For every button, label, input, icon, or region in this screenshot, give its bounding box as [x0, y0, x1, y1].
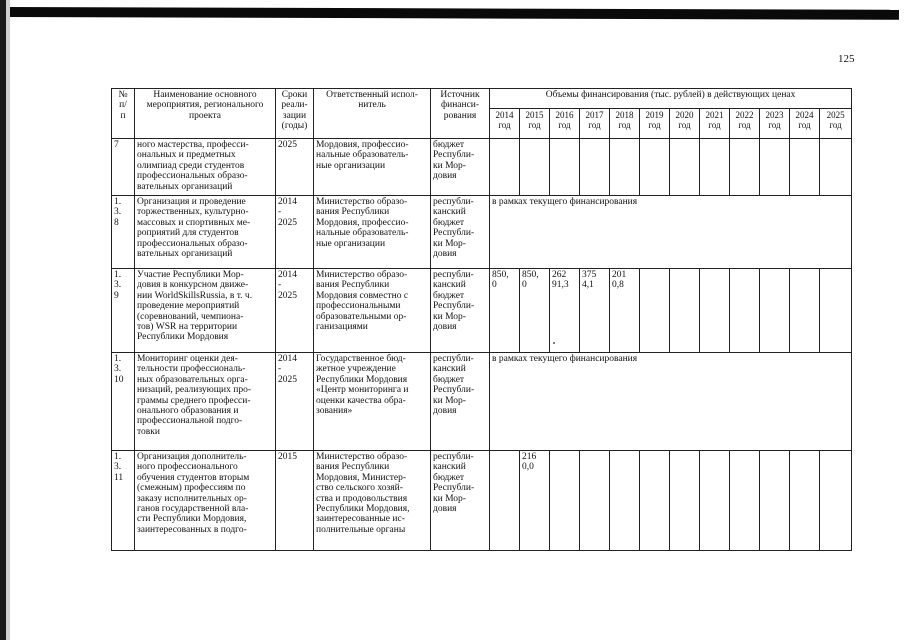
value-cell [700, 269, 730, 353]
row-name: Организация и проведение торжественных, культурно- массовых и спортивных ме- роприятий для студентов профессиональных образо- вательных организаций [135, 196, 276, 269]
header-num: № п/ п [112, 89, 135, 139]
row-num: 1. 3. 10 [112, 353, 135, 451]
value-cell [580, 451, 610, 551]
table-row [112, 196, 852, 269]
value-cell [640, 139, 670, 196]
table-row [112, 139, 852, 196]
scan-speck [553, 342, 555, 344]
value-cell: 262 91,3 [550, 269, 580, 353]
row-source: республи- канский бюджет Республи- ки Мор- довия [431, 451, 490, 551]
value-cell [760, 139, 790, 196]
header-year: 2021 год [700, 109, 730, 139]
value-cell: 850, 0 [520, 269, 550, 353]
row-num: 1. 3. 9 [112, 269, 135, 353]
value-cell [610, 451, 640, 551]
row-terms: 2025 [276, 139, 314, 196]
header-funding: Объемы финансирования (тыс. рублей) в действующих ценах [490, 89, 852, 109]
value-cell [490, 451, 520, 551]
value-cell [670, 139, 700, 196]
row-terms: 2014 - 2025 [276, 269, 314, 353]
value-cell [820, 451, 852, 551]
value-cell [550, 139, 580, 196]
value-cell [790, 139, 820, 196]
value-cell [580, 139, 610, 196]
header-year: 2016 год [550, 109, 580, 139]
value-cell: 216 0,0 [520, 451, 550, 551]
row-terms: 2014 - 2025 [276, 353, 314, 451]
page-number: 125 [838, 53, 855, 65]
funding-note: в рамках текущего финансирования [490, 196, 852, 269]
row-name: ного мастерства, професси- ональных и предметных олимпиад среди студентов профессиональных образо- вательных организаций [135, 139, 276, 196]
funding-note: в рамках текущего финансирования [490, 353, 852, 451]
value-cell [730, 139, 760, 196]
header-year: 2019 год [640, 109, 670, 139]
value-cell: 375 4,1 [580, 269, 610, 353]
header-year: 2023 год [760, 109, 790, 139]
row-executor: Министерство образо- вания Республики Мордовия, Министер- ство сельского хозяй- ства и продовольствия Республики Мордовия, заинтересованные ис- полнительные органы [314, 451, 431, 551]
row-executor: Мордовия, профессио- нальные образователь- ные организации [314, 139, 431, 196]
table-row [112, 353, 852, 451]
value-cell [790, 269, 820, 353]
header-year: 2014 год [490, 109, 520, 139]
header-source: Источник финанси- рования [431, 89, 490, 139]
row-name: Участие Республики Мор- довия в конкурсном движе- нии WorldSkillsRussia, в т. ч. проведение мероприятий (соревнований, чемпиона- тов) WSR на территории Республики Мордовия [135, 269, 276, 353]
value-cell [520, 139, 550, 196]
header-year: 2020 год [670, 109, 700, 139]
row-source: республи- канский бюджет Республи- ки Мор- довия [431, 196, 490, 269]
row-terms: 2014 - 2025 [276, 196, 314, 269]
value-cell [790, 451, 820, 551]
value-cell [670, 269, 700, 353]
header-year: 2015 год [520, 109, 550, 139]
row-executor: Государственное бюд- жетное учреждение Республики Мордовия «Центр мониторинга и оценки качества обра- зования» [314, 353, 431, 451]
value-cell [670, 451, 700, 551]
header-terms: Сроки реали- зации (годы) [276, 89, 314, 139]
value-cell [820, 139, 852, 196]
header-year: 2022 год [730, 109, 760, 139]
row-source: республи- канский бюджет Республи- ки Мор- довия [431, 269, 490, 353]
header-executor: Ответственный испол- нитель [314, 89, 431, 139]
value-cell [640, 269, 670, 353]
value-cell [730, 269, 760, 353]
value-cell: 201 0,8 [610, 269, 640, 353]
row-name: Организация дополнитель- ного профессионального обучения студентов вторым (смежным) профессиям по заказу исполнительных ор- ганов государственной вла- сти Республики Мордовия, заинтересованных в подго- [135, 451, 276, 551]
row-source: бюджет Республи- ки Мор- довия [431, 139, 490, 196]
funding-table-wrapper [111, 88, 852, 551]
value-cell [550, 451, 580, 551]
value-cell [700, 451, 730, 551]
value-cell [760, 451, 790, 551]
value-cell [820, 269, 852, 353]
row-num: 1. 3. 11 [112, 451, 135, 551]
table-row [112, 451, 852, 551]
value-cell [760, 269, 790, 353]
row-source: республи- канский бюджет Республи- ки Мор- довия [431, 353, 490, 451]
value-cell [700, 139, 730, 196]
header-year: 2017 год [580, 109, 610, 139]
value-cell [640, 451, 670, 551]
header-year: 2025 год [820, 109, 852, 139]
value-cell [490, 139, 520, 196]
scan-left-gray [6, 0, 10, 640]
header-year: 2018 год [610, 109, 640, 139]
row-num: 1. 3. 8 [112, 196, 135, 269]
row-terms: 2015 [276, 451, 314, 551]
value-cell [730, 451, 760, 551]
funding-table [111, 88, 852, 551]
table-row [112, 269, 852, 353]
value-cell [610, 139, 640, 196]
row-executor: Министерство образо- вания Республики Мордовия совместно с профессиональными образовательными ор- ганизациями [314, 269, 431, 353]
scan-top-shadow [6, 7, 899, 20]
header-name: Наименование основного мероприятия, регионального проекта [135, 89, 276, 139]
value-cell: 850, 0 [490, 269, 520, 353]
row-name: Мониторинг оценки дея- тельности профессиональ- ных образовательных орга- низаций, реализующих про- граммы среднего професси- онального образования и профессиональной подго- товки [135, 353, 276, 451]
header-year: 2024 год [790, 109, 820, 139]
row-num: 7 [112, 139, 135, 196]
row-executor: Министерство образо- вания Республики Мордовия, профессио- нальные образователь- ные организации [314, 196, 431, 269]
